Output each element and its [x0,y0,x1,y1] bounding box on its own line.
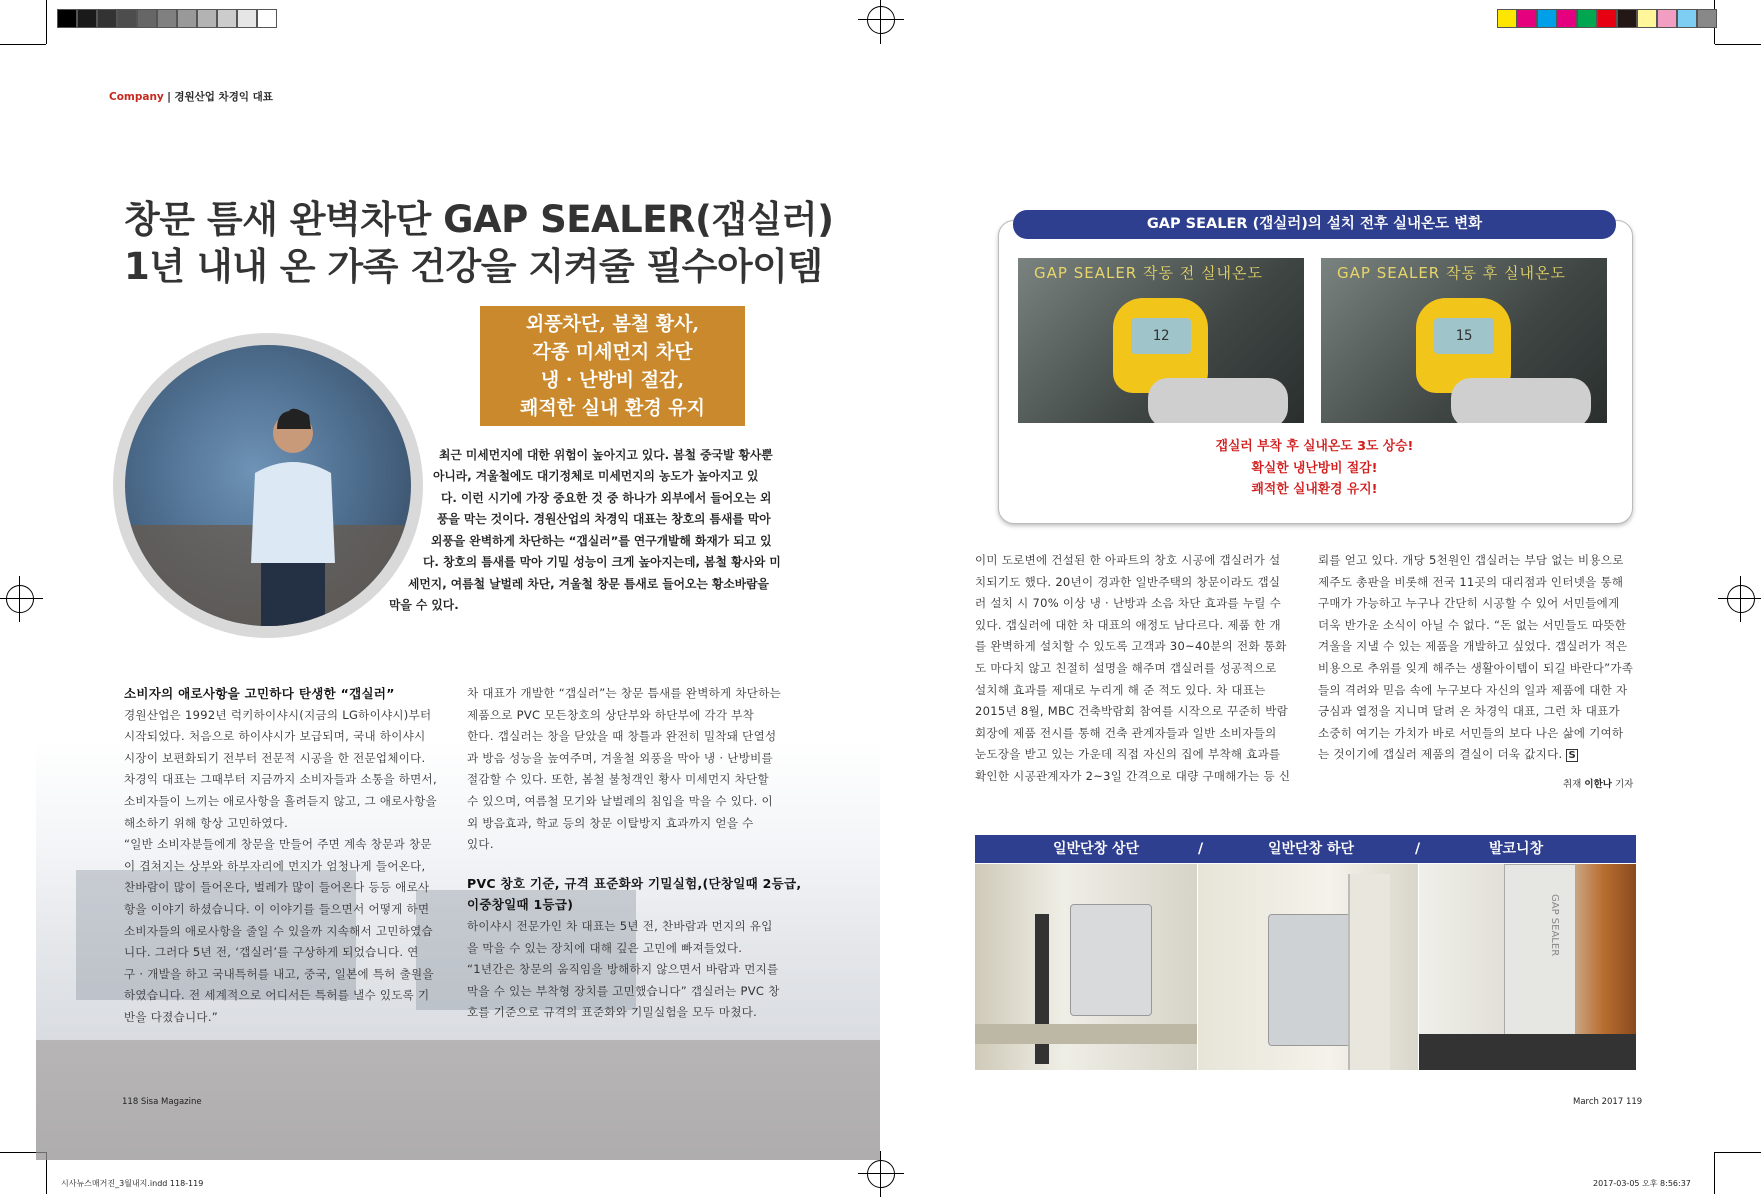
text-line: 눈도장을 받고 있는 가운데 직접 자신의 집에 부착해 효과를 [975,747,1281,762]
result-line: 확실한 냉난방비 절감! [1251,460,1378,476]
file-slug: 시사뉴스매거진_3월내지.indd 118-119 [61,1179,204,1188]
result-line: 갭실러 부착 후 실내온도 3도 상승! [1215,439,1414,454]
before-thermometer-photo [1018,258,1304,423]
text-line: 찬바람이 많이 들어온다, 벌레가 많이 들어온다 등등 애로사 [124,880,430,895]
text-line: 들의 격려와 믿음 속에 누구보다 자신의 일과 제품에 대한 자 [1318,682,1628,697]
text-line: 시장이 보편화되기 전부터 전문적 시공을 한 전문업체이다. [124,750,426,765]
title-line-2: 1년 내내 온 가족 건강을 지켜줄 필수아이템 [124,245,823,288]
text-line: 있다. 갭실러에 대한 차 대표의 애정도 남다르다. 제품 한 개 [975,617,1281,632]
section-header [109,89,273,104]
registration-mark [867,1160,895,1188]
page-number-right: March 2017 119 [1573,1097,1643,1107]
byline-suffix: 기자 [1614,779,1634,790]
product-label: 일반단창 상단 [1053,841,1140,857]
label-separator: / [1415,841,1421,857]
intro-line: 다. 이런 시기에 가장 중요한 것 중 하나가 외부에서 들어오는 외 [441,491,772,505]
text-line: 막을 수 있는 부착형 장치를 고민했습니다” 갭실러는 PVC 창 [467,983,780,998]
text-line: 니다. 그러다 5년 전, ‘갭실러’를 구상하게 되었습니다. 연 [124,945,419,960]
crop-mark [1714,1152,1715,1194]
text-line: 과 방음 성능을 높여주며, 겨울철 외풍을 막아 냉 · 난방비를 [467,750,773,765]
text-line: 도 마다치 않고 친절히 설명을 해주며 갭실러를 성공적으로 [975,660,1277,675]
page-number-left: 118 Sisa Magazine [122,1097,202,1107]
intro-line: 막을 수 있다. [389,598,459,612]
highlight-line: 외풍차단, 봄철 황사, [525,313,700,335]
text-line: 를 완벽하게 설치할 수 있도록 고객과 30~40분의 전화 통화 [975,639,1287,654]
text-line: 경원산업은 1992년 럭키하이샤시(지금의 LG하이샤시)부터 [124,707,432,722]
text-line: 호를 기준으로 규격의 표준화와 기밀실험을 모두 마쳤다. [467,1005,758,1020]
highlight-box [480,306,745,426]
text-line: 는 것이기에 갭실러 제품의 결실이 더욱 값지다. [1318,747,1563,762]
end-mark: S [1568,750,1576,762]
after-reading: 15 [1434,318,1494,354]
text-line: 확인한 시공관계자가 2~3일 간격으로 대량 구매해가는 등 신 [975,768,1291,783]
label-separator: / [1198,841,1204,857]
crop-mark [46,0,47,44]
text-line: 항을 이야기 하셨습니다. 이 이야기를 들으면서 어떻게 하면 [124,901,430,916]
product-photo-balcony [1419,864,1636,1070]
column-heading: 이중창일때 1등급) [467,897,574,913]
text-line: 차 대표가 개발한 “갭실러”는 창문 틈새를 완벽하게 차단하는 [467,686,782,700]
timestamp-slug: 2017-03-05 오후 8:56:37 [1593,1179,1691,1188]
process-color-bar [1497,9,1717,28]
registration-mark [6,585,34,613]
highlight-line: 각종 미세먼지 차단 [532,341,693,363]
text-line: 설치해 효과를 제대로 누리게 해 준 적도 있다. 차 대표는 [975,682,1266,697]
product-imprint: GAP SEALER [1549,894,1560,957]
text-line: 반을 다졌습니다.” [124,1009,219,1024]
result-line: 쾌적한 실내환경 유지! [1251,482,1378,497]
product-photo-lower-frame [1198,864,1418,1070]
text-line: 소비자들이 느끼는 애로사항을 흘려듣지 않고, 그 애로사항을 [124,793,437,808]
text-line: 비용으로 추위를 잊게 해주는 생활아이템이 되길 바란다”가족 [1318,660,1634,675]
text-line: 러 설치 시 70% 이상 냉 · 난방과 소음 차단 효과를 누릴 수 [975,596,1282,611]
byline [1563,776,1633,790]
text-line: “1년간은 창문의 움직임을 방해하지 않으면서 바람과 먼지를 [467,962,779,977]
text-line: 긍심과 열정을 지니며 달려 온 차경익 대표, 그런 차 대표가 [1318,704,1620,719]
page-title [124,196,834,290]
header-separator: | [167,91,171,103]
text-line: 더욱 반가운 소식이 아닐 수 없다. “돈 없는 서민들도 따뜻한 [1318,617,1627,632]
text-line: “일반 소비자분들에게 창문을 만들어 주면 계속 창문과 창문 [124,837,432,852]
product-label: 일반단창 하단 [1268,841,1355,857]
text-line: 치되기도 했다. 20년이 경과한 일반주택의 창문이라도 갭실 [975,574,1281,589]
article-column-1 [124,683,437,1029]
intro-line: 외풍을 완벽하게 차단하는 “갭실러”를 연구개발해 화재가 되고 있 [431,534,772,548]
text-line: 해소하기 위해 항상 고민하였다. [124,815,289,830]
byline-name: 이한나 [1584,779,1612,790]
article-column-4 [1318,550,1633,767]
text-line: 제품으로 PVC 모든창호의 상단부와 하단부에 각각 부착 [467,707,755,722]
after-thermometer-photo [1321,258,1607,423]
crop-mark [1715,44,1761,45]
title-line-1: 창문 틈새 완벽차단 GAP SEALER(갭실러) [124,198,834,241]
text-line: 시작되었다. 처음으로 하이샤시가 보급되며, 국내 하이샤시 [124,729,426,744]
column-heading: 소비자의 애로사항을 고민하다 탄생한 “갭실러” [124,686,395,701]
registration-mark [867,6,895,34]
text-line: 제주도 총판을 비롯해 전국 11곳의 대리점과 인터넷을 통해 [1318,574,1624,589]
text-line: 하였습니다. 전 세계적으로 어디서든 특허를 낼수 있도록 기 [124,988,430,1003]
text-line: 있다. [467,837,494,852]
text-line: 뢰를 얻고 있다. 개당 5천원인 갭실러는 부담 없는 비용으로 [1318,553,1624,567]
text-line: 수 있으며, 여름철 모기와 날벌레의 침입을 막을 수 있다. 이 [467,793,773,808]
text-line: 외 방음효과, 학교 등의 창문 이탈방지 효과까지 얻을 수 [467,815,754,830]
intro-line: 최근 미세먼지에 대한 위험이 높아지고 있다. 봄철 중국발 황사뿐 [439,448,773,462]
text-line: 한다. 갭실러는 창을 닫았을 때 창틀과 완전히 밀착돼 단열성 [467,729,777,744]
text-line: 이 겹쳐지는 상부와 하부자리에 먼지가 엄청나게 들어온다, [124,858,426,873]
crop-mark [0,44,46,45]
product-label-bar [975,835,1636,863]
before-reading: 12 [1131,318,1191,354]
intro-line: 세먼지, 여름철 날벌레 차단, 겨울철 창문 틈새로 들어오는 황소바람을 [408,577,769,591]
text-line: 겨울을 지낼 수 있는 제품을 개발하고 싶었다. 갭실러가 적은 [1318,639,1628,654]
comparison-heading: GAP SEALER (갭실러)의 설치 전후 실내온도 변화 [1013,210,1616,239]
text-line: 하이샤시 전문가인 차 대표는 5년 전, 찬바람과 먼지의 유입 [467,918,773,933]
text-line: 차경익 대표는 그때부터 지금까지 소비자들과 소통을 하면서, [124,772,437,787]
text-line: 절감할 수 있다. 또한, 봄철 불청객인 황사 미세먼지 차단할 [467,772,769,787]
result-highlights [998,436,1631,501]
column-heading: PVC 창호 기준, 규격 표준화와 기밀실험,(단창일때 2등급, [467,875,802,891]
registration-mark [1727,585,1755,613]
highlight-line: 쾌적한 실내 환경 유지 [519,397,706,419]
person-figure [243,403,343,633]
text-line: 소비자들의 애로사항을 줄일 수 있을까 지속해서 고민하였습 [124,923,433,938]
after-caption: GAP SEALER 작동 후 실내온도 [1337,264,1566,282]
text-line: 회장에 제품 전시를 통해 건축 관계자들과 일반 소비자들의 [975,725,1277,740]
article-column-3 [975,550,1290,788]
ceo-portrait-photo [113,333,423,638]
intro-line: 다. 창호의 틈새를 막아 기밀 성능이 크게 높아지는데, 봄철 황사와 미 [423,555,781,569]
product-photo-upper-frame [975,864,1197,1070]
crop-mark [1715,1152,1761,1153]
grayscale-color-bar [57,9,277,28]
section-label: Company [109,91,164,103]
text-line: 구 · 개발을 하고 국내특허를 내고, 중국, 일본에 특허 출원을 [124,966,434,981]
highlight-line: 냉 · 난방비 절감, [540,369,685,391]
intro-line: 아니라, 겨울철에도 대기정체로 미세먼지의 농도가 높아지고 있 [433,469,759,483]
article-column-2 [467,683,801,1024]
byline-prefix: 취재 [1563,779,1582,790]
product-label: 발코니창 [1489,841,1544,857]
before-caption: GAP SEALER 작동 전 실내온도 [1034,264,1263,282]
intro-line: 풍을 막는 것이다. 경원산업의 차경익 대표는 창호의 틈새를 막아 [437,512,771,526]
text-line: 이미 도로변에 건설된 한 아파트의 창호 시공에 갭실러가 설 [975,553,1281,567]
text-line: 2015년 8월, MBC 건축박람회 참여를 시작으로 꾸준히 박람 [975,704,1289,719]
header-subtitle: 경원산업 차경익 대표 [174,91,273,103]
text-line: 구매가 가능하고 누구나 간단히 시공할 수 있어 서민들에게 [1318,596,1620,611]
text-line: 을 막을 수 있는 장치에 대해 깊은 고민에 빠져들었다. [467,940,743,955]
text-line: 소중히 여기는 가치가 바로 서민들의 보다 나은 삶에 기여하 [1318,725,1624,740]
